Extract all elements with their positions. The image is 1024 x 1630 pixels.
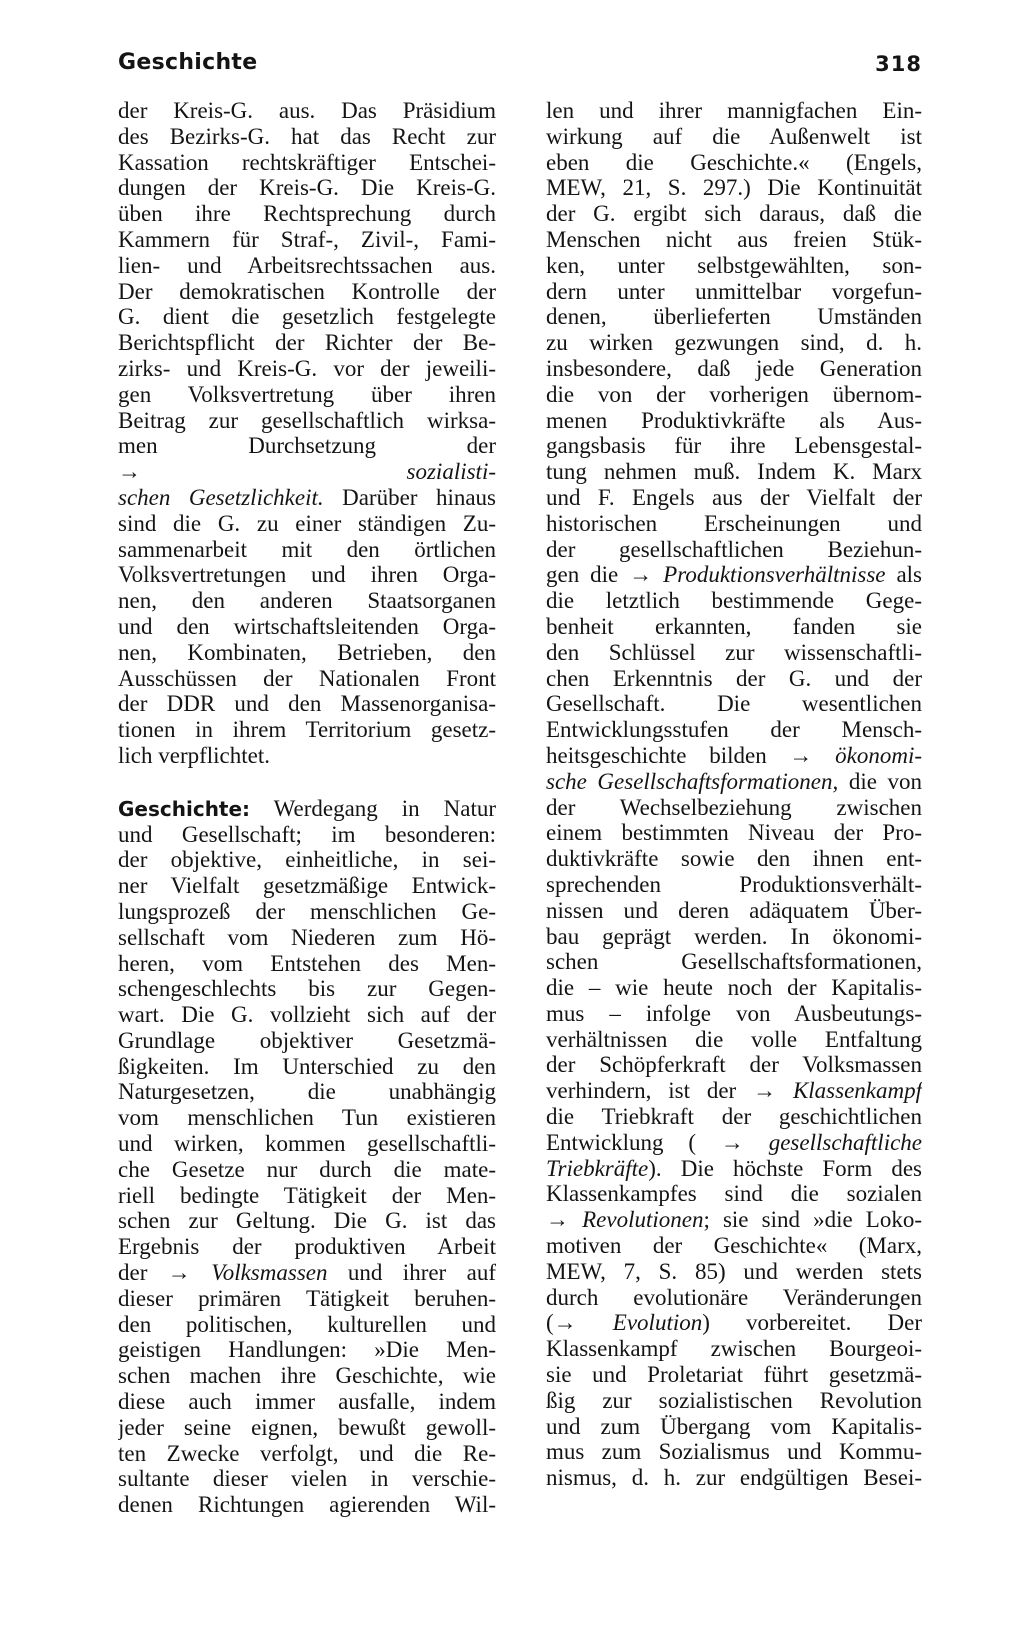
text-line: und wirken, kommen gesellschaftli- [118,1131,496,1157]
text-line [546,1078,922,1104]
text-span: als [885,562,922,588]
text-line: gangsbasis für ihre Lebensgestal- [546,433,922,459]
text-line: verhältnissen die volle Entfaltung [546,1026,922,1052]
text-line: nen, Kombinaten, Betrieben, den [118,639,496,665]
text-line: sellschaft vom Niederen zum Hö- [118,924,496,950]
text-span: der [118,1260,168,1286]
text-line: mus – infolge von Ausbeutungs- [546,1000,922,1026]
text-line: Gesellschaft. Die wesentlichen [546,691,922,717]
text-line: duktivkräfte sowie den ihnen ent- [546,846,922,872]
text-line: sie und Proletariat führt gesetzmä- [546,1362,922,1388]
cross-reference[interactable]: Volksmassen [211,1260,328,1286]
page-number: 318 [875,52,922,76]
text-line: nissen und deren adäquatem Über- [546,897,922,923]
text-line: schen Gesellschaftsformationen, [546,949,922,975]
text-line: der gesellschaftlichen Beziehun- [546,536,922,562]
text-line: und F. Engels aus der Vielfalt der [546,484,922,510]
text-line: bau geprägt werden. In ökonomi- [546,923,922,949]
text-line: dungen der Kreis-G. Die Kreis-G. [118,175,496,201]
cross-reference[interactable]: sche Gesellschaftsformationen, [546,768,839,794]
text-line: Ausschüssen der Nationalen Front [118,665,496,691]
text-line: dieser primären Tätigkeit beruhen- [118,1285,496,1311]
text-line: und den wirtschaftsleitenden Orga- [118,613,496,639]
entry-lines [546,588,922,743]
continued-entry-lines [118,98,496,459]
entry-heading-line [118,796,496,822]
text-line [546,743,922,769]
text-line: jeder seine eignen, bewußt gewoll- [118,1414,496,1440]
arrow-icon: → [553,1310,577,1336]
running-head-title: Geschichte [118,50,258,75]
arrow-icon: → [720,1129,744,1155]
text-line: lich verpflichtet. [118,742,270,768]
text-line: die letztlich bestimmende Gege- [546,588,922,614]
text-line [546,769,922,795]
text-line [546,1130,922,1156]
entry-lines [118,822,496,1261]
arrow-icon: → [629,562,653,588]
text-span: ). Die höchste Form des [648,1155,922,1181]
text-line [118,485,496,511]
text-span: heitsgeschichte bilden [546,742,790,768]
text-line: tionen in ihrem Territorium gesetz- [118,717,496,743]
entry-lines [546,795,922,1079]
text-line: tung nehmen muß. Indem K. Marx [546,459,922,485]
text-line: dern unter unmittelbar vorgefun- [546,278,922,304]
text-line [546,1156,922,1182]
text-line: der Schöpferkraft der Volksmassen [546,1052,922,1078]
text-line: Der demokratischen Kontrolle der [118,278,496,304]
text-line: der Wechselbeziehung zwischen [546,794,922,820]
text-line: der DDR und den Massenorganisa- [118,691,496,717]
text-line: Grundlage objektiver Gesetzmä- [118,1027,496,1053]
text-line: und Gesellschaft; im besonderen: [118,821,496,847]
text-line: eben die Geschichte.« (Engels, [546,149,922,175]
text-line: durch evolutionäre Veränderungen [546,1284,922,1310]
cross-reference[interactable]: Produktionsverhältnisse [663,562,886,588]
text-line: len und ihrer mannigfachen Ein- [546,98,922,123]
text-line: ßigkeiten. Im Unterschied zu den [118,1053,496,1079]
text-line: vom menschlichen Tun existieren [118,1105,496,1131]
cross-reference[interactable]: sozialisti- [406,459,496,485]
text-line: che Gesetze nur durch die mate- [118,1156,496,1182]
arrow-icon: → [753,1078,777,1104]
text-line: denen, überlieferten Umständen [546,304,922,330]
cross-reference[interactable]: ökonomi- [835,742,922,768]
entry-lines [546,98,922,562]
text-span: und ihrer auf [327,1260,496,1286]
cross-reference[interactable]: Evolution [612,1310,703,1336]
cross-reference[interactable]: Revolutionen [582,1207,704,1233]
text-line: MEW, 21, S. 297.) Die Kontinuität [546,175,922,201]
cross-reference[interactable]: gesellschaftliche [768,1129,922,1155]
text-line: ßig zur sozialistischen Revolution [546,1387,922,1413]
text-span: ; sie sind »die Loko- [703,1207,922,1233]
text-line [546,1310,922,1336]
text-line: gen Volksvertretung über ihren [118,381,496,407]
text-line: Entwicklungsstufen der Mensch- [546,717,922,743]
text-line: sind die G. zu einer ständigen Zu- [118,510,496,536]
entry-lines [546,1233,922,1310]
arrow-icon: → [546,1207,569,1233]
arrow-icon: → [118,459,141,485]
running-head [118,50,922,80]
text-line: insbesondere, daß jede Generation [546,355,922,381]
text-line: Klassenkampfes sind die sozialen [546,1181,922,1207]
text-span: ( [546,1310,554,1336]
text-line: nismus, d. h. zur endgültigen Besei- [546,1465,922,1491]
text-span: verhindern, ist der [546,1078,754,1104]
text-line: MEW, 7, S. 85) und werden stets [546,1258,922,1284]
text-line: zirks- und Kreis-G. vor der jeweili- [118,355,496,381]
text-line: heren, vom Entstehen des Men- [118,950,496,976]
text-line: zu wirken gezwungen sind, d. h. [546,330,922,356]
text-line: mus zum Sozialismus und Kommu- [546,1439,922,1465]
text-line [118,1260,496,1286]
text-line [118,459,496,485]
entry-lemma: Geschichte: [118,796,251,821]
text-span: die von [838,768,922,794]
text-line: benheit erkannten, fanden sie [546,613,922,639]
text-line: üben ihre Rechtsprechung durch [118,201,496,227]
text-line: Menschen nicht aus freien Stük- [546,226,922,252]
text-line: wart. Die G. vollzieht sich auf der [118,1002,496,1028]
text-span: Darüber hinaus [323,484,496,510]
text-line: ken, unter selbstgewählten, son- [546,252,922,278]
left-column [118,98,496,1518]
text-line: die von der vorherigen übernom- [546,381,922,407]
text-line: schen zur Geltung. Die G. ist das [118,1208,496,1234]
text-span: Entwicklung ( [546,1129,697,1155]
text-line: und zum Übergang vom Kapitalis- [546,1413,922,1439]
text-line: geistigen Handlungen: »Die Men- [118,1337,496,1363]
text-line: der objektive, einheitliche, in sei- [118,847,496,873]
text-line: ner Vielfalt gesetzmäßige Entwick- [118,873,496,899]
text-line: Beitrag zur gesellschaftlich wirksa- [118,407,496,433]
text-line: den politischen, kulturellen und [118,1311,496,1337]
text-line: schen machen ihre Geschichte, wie [118,1363,496,1389]
text-line [546,1207,922,1233]
text-line: die Triebkraft der geschichtlichen [546,1104,922,1130]
cross-reference[interactable]: Klassenkampf [792,1078,922,1104]
right-column [546,98,922,1491]
text-line: sultante dieser vielen in verschie- [118,1466,496,1492]
text-line: diese auch immer ausfalle, indem [118,1389,496,1415]
text-line: riell bedingte Tätigkeit der Men- [118,1182,496,1208]
entry-lines [546,1336,922,1491]
text-line: Ergebnis der produktiven Arbeit [118,1234,496,1260]
text-line [546,562,922,588]
cross-reference[interactable]: Triebkräfte [546,1155,649,1181]
text-line: lungsprozeß der menschlichen Ge- [118,898,496,924]
text-line: Kammern für Straf-, Zivil-, Fami- [118,226,496,252]
text-line: chen Erkenntnis der G. und der [546,665,922,691]
text-line: der Kreis-G. aus. Das Präsidium [118,98,496,123]
text-line: motiven der Geschichte« (Marx, [546,1233,922,1259]
text-line: men Durchsetzung der [118,433,496,459]
text-span: Werdegang in Natur [250,795,496,821]
text-line: lien- und Arbeitsrechtssachen aus. [118,252,496,278]
continued-entry-lines [118,511,496,769]
text-line: Klassenkampf zwischen Bourgeoi- [546,1336,922,1362]
text-line: G. dient die gesetzlich festgelegte [118,304,496,330]
text-line: der G. ergibt sich daraus, daß die [546,201,922,227]
text-line: schengeschlechts bis zur Gegen- [118,976,496,1002]
text-line: denen Richtungen agierenden Wil- [118,1492,496,1518]
text-line: menen Produktivkräfte als Aus- [546,407,922,433]
text-line: wirkung auf die Außenwelt ist [546,123,922,149]
text-line: historischen Erscheinungen und [546,510,922,536]
entry-lines [118,1286,496,1518]
text-line: des Bezirks-G. hat das Recht zur [118,123,496,149]
text-line: nen, den anderen Staatsorganen [118,588,496,614]
text-line: sprechenden Produktionsverhält- [546,871,922,897]
text-line: Naturgesetzen, die unabhängig [118,1079,496,1105]
text-line: den Schlüssel zur wissenschaftli- [546,639,922,665]
cross-reference[interactable]: schen Gesetzlichkeit. [118,484,324,510]
text-line: Kassation rechtskräftiger Entschei- [118,149,496,175]
paragraph-gap [118,769,496,796]
text-line: die – wie heute noch der Kapitalis- [546,975,922,1001]
text-line: Berichtspflicht der Richter der Be- [118,330,496,356]
text-line: ten Zwecke verfolgt, und die Re- [118,1440,496,1466]
text-span: ) vorbereitet. Der [702,1310,922,1336]
text-span: gen die [546,562,630,588]
text-line: sammenarbeit mit den örtlichen [118,536,496,562]
text-line: einem bestimmten Niveau der Pro- [546,820,922,846]
text-line: Volksvertretungen und ihren Orga- [118,562,496,588]
arrow-icon: → [789,742,813,768]
arrow-icon: → [167,1260,191,1286]
